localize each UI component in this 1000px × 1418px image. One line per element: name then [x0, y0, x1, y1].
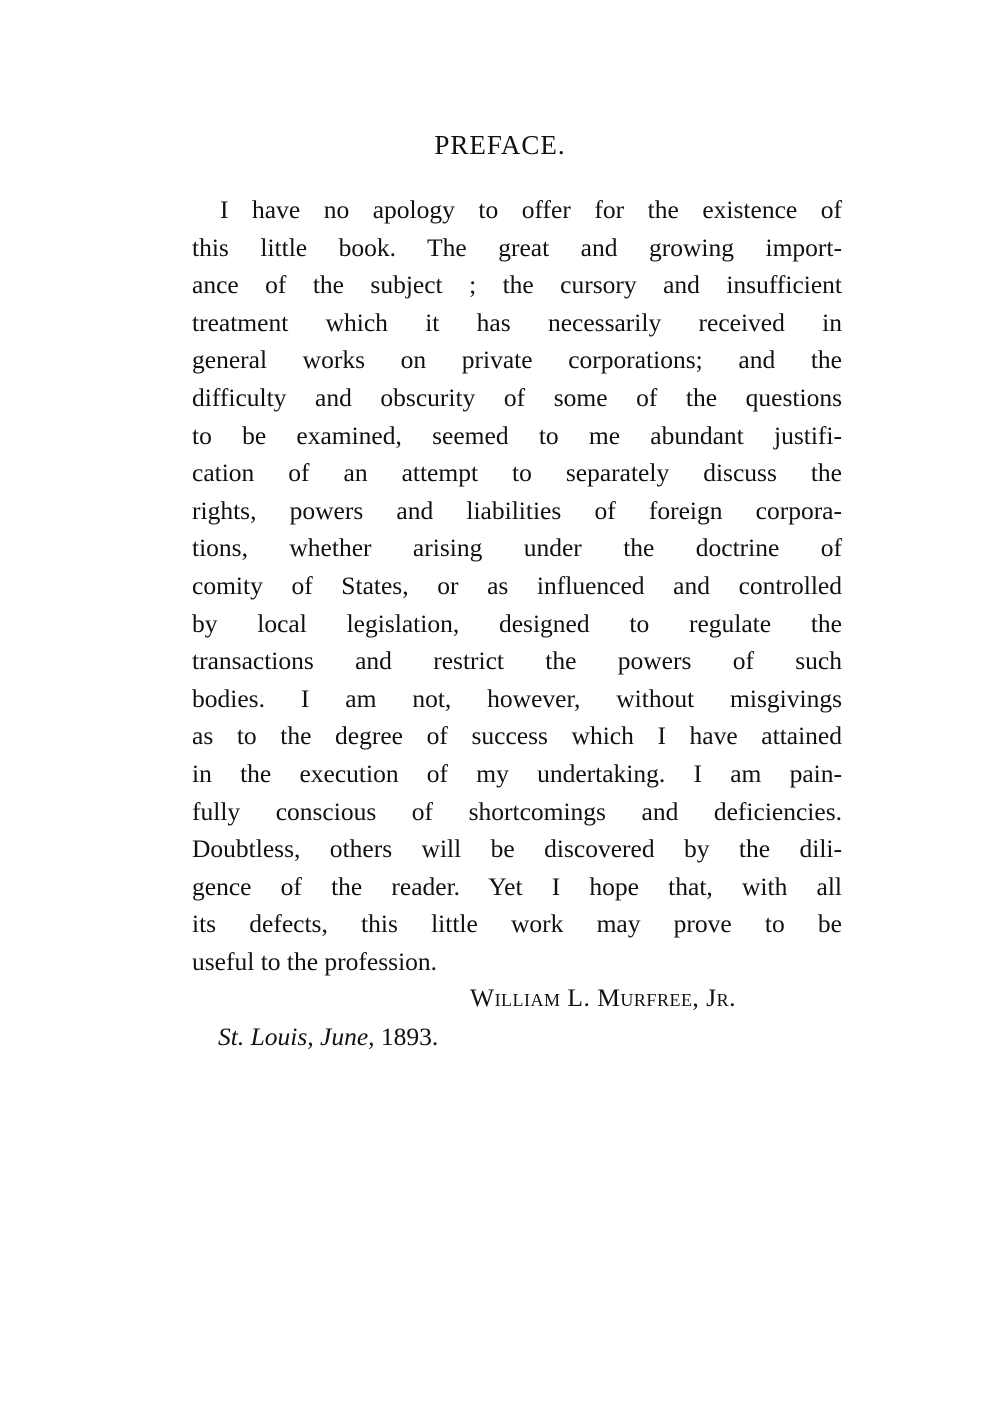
- preface-body: [192, 191, 842, 980]
- text-line: by local legislation, designed to regulate the: [192, 608, 842, 638]
- text-line: general works on private corporations; and the: [192, 345, 842, 375]
- text-line: comity of States, or as influenced and controlled: [192, 570, 842, 600]
- author-signature: [470, 983, 736, 1013]
- text-line: to be examined, seemed to me abundant justifi-: [192, 420, 842, 450]
- text-line: difficulty and obscurity of some of the questions: [192, 382, 842, 412]
- dateline: [218, 1022, 438, 1052]
- text-line: cation of an attempt to separately discuss the: [192, 458, 842, 488]
- text-line: Doubtless, others will be discovered by the dili-: [192, 834, 842, 864]
- text-line: as to the degree of success which I have attained: [192, 721, 842, 751]
- page-title: PREFACE.: [434, 130, 566, 160]
- text-line: ance of the subject ; the cursory and insufficient: [192, 270, 842, 300]
- text-line: fully conscious of shortcomings and deficiencies.: [192, 796, 842, 826]
- text-line: its defects, this little work may prove to be: [192, 909, 842, 939]
- text-line: treatment which it has necessarily received in: [192, 307, 842, 337]
- text-line: this little book. The great and growing import-: [192, 232, 842, 262]
- text-line: I have no apology to offer for the existence of: [220, 195, 842, 224]
- text-line: tions, whether arising under the doctrine of: [192, 533, 842, 563]
- text-line: rights, powers and liabilities of foreign corpora-: [192, 495, 842, 525]
- text-line: gence of the reader. Yet I hope that, with all: [192, 871, 842, 901]
- text-line: useful to the profession.: [192, 946, 438, 976]
- author-name: William L. Murfree, Jr.: [470, 983, 736, 1012]
- year: 1893.: [380, 1022, 439, 1051]
- place: St. Louis,: [218, 1022, 314, 1051]
- month: June,: [320, 1022, 375, 1051]
- text-line: bodies. I am not, however, without misgivings: [192, 683, 842, 713]
- text-line: in the execution of my undertaking. I am pain-: [192, 758, 842, 788]
- text-line: transactions and restrict the powers of such: [192, 646, 842, 676]
